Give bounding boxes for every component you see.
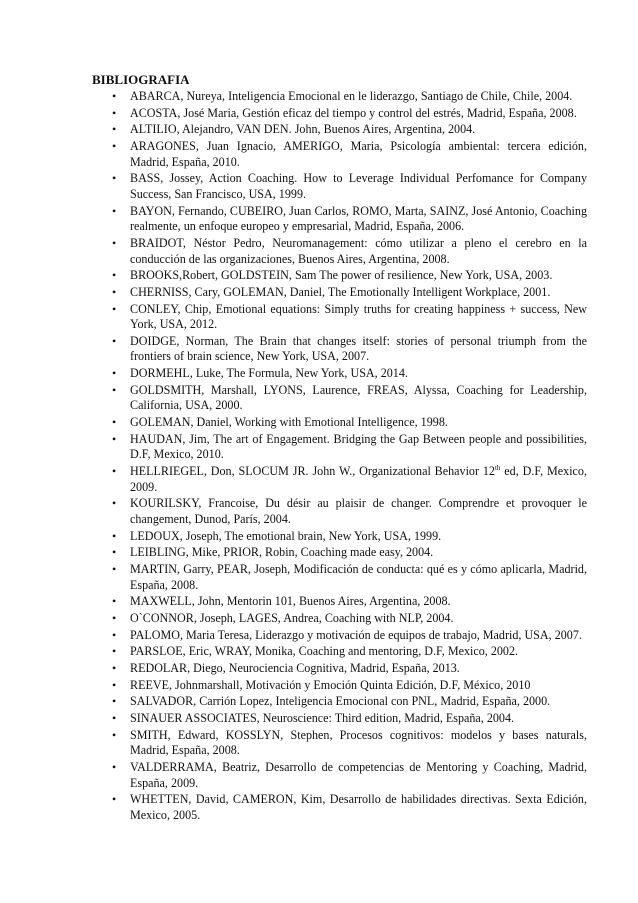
entry-text: CONLEY, Chip, Emotional equations: Simply truths for creating happiness + success, New York, USA, 2012. (130, 301, 587, 332)
bullet-icon: • (112, 333, 117, 348)
bibliography-entry (92, 694, 587, 710)
bibliography-entry (92, 644, 587, 660)
bibliography-entry (92, 139, 587, 170)
entry-text: O`CONNOR, Joseph, LAGES, Andrea, Coaching with NLP, 2004. (130, 610, 454, 625)
bibliography-entry (92, 760, 587, 791)
bullet-icon: • (112, 594, 117, 609)
bibliography-entry (92, 529, 587, 545)
entry-text: BASS, Jossey, Action Coaching. How to Leverage Individual Perfomance for Company Success, San Francisco, USA, 1999. (130, 171, 587, 201)
entry-text: DOIDGE, Norman, The Brain that changes itself: stories of personal triumph from the frontiers of brain science, New York, USA, 2007. (130, 333, 587, 364)
bullet-icon: • (112, 284, 117, 299)
bibliography-entry (92, 594, 587, 610)
bibliography-entry (92, 302, 587, 333)
entry-text: MAXWELL, John, Mentorin 101, Buenos Aires, Argentina, 2008. (130, 594, 451, 609)
bullet-icon: • (112, 431, 117, 446)
bullet-icon: • (112, 105, 117, 120)
entry-text: VALDERRAMA, Beatriz, Desarrollo de competencias de Mentoring y Coaching, Madrid, España, 2009. (130, 760, 587, 790)
entry-text: PALOMO, Maria Teresa, Liderazgo y motivación de equipos de trabajo, Madrid, USA, 2007. (130, 627, 582, 642)
entry-text: ABARCA, Nureya, Inteligencia Emocional en le liderazgo, Santiago de Chile, Chile, 2004. (130, 89, 573, 103)
bibliography-entry (92, 678, 587, 694)
bibliography-entry (92, 545, 587, 561)
entry-text: SALVADOR, Carrión Lopez, Inteligencia Emocional con PNL, Madrid, España, 2000. (130, 694, 551, 709)
entry-text: ed, D.F, Mexico, 2009. (130, 464, 587, 494)
bibliography-entry (92, 611, 587, 627)
bullet-icon: • (112, 792, 117, 807)
bullet-icon: • (112, 711, 117, 726)
bibliography-heading: BIBLIOGRAFIA (92, 72, 190, 87)
bullet-icon: • (112, 139, 117, 154)
bibliography-entry (92, 711, 587, 727)
bullet-icon: • (112, 235, 117, 250)
bullet-icon: • (112, 661, 117, 676)
bibliography-entry (92, 661, 587, 677)
bibliography-entry (92, 204, 587, 235)
bullet-icon: • (112, 415, 117, 430)
entry-text: WHETTEN, David, CAMERON, Kim, Desarrollo de habilidades directivas. Sexta Edición, Mexico, 2005. (130, 792, 587, 822)
entry-text: SMITH, Edward, KOSSLYN, Stephen, Procesos cognitivos: modelos y bases naturals, Madrid, España, 2008. (130, 727, 587, 758)
bibliography-entry (92, 89, 587, 105)
bibliography-entry (92, 792, 587, 823)
bullet-icon: • (112, 562, 117, 576)
bullet-icon: • (112, 122, 117, 137)
entry-text: ARAGONES, Juan Ignacio, AMERIGO, Maria, Psicología ambiental: tercera edición, Madrid, España, 2010. (130, 139, 587, 169)
entry-text: BROOKS,Robert, GOLDSTEIN, Sam The power of resilience, New York, USA, 2003. (130, 268, 553, 283)
entry-text: BRAIDOT, Néstor Pedro, Neuromanagement: cómo utilizar a pleno el cerebro en la conducción de las organizaciones, Buenos Aires, Argentina, 2008. (130, 235, 587, 266)
bibliography-entry (92, 628, 587, 644)
bibliography-entry (92, 171, 587, 202)
document-page (92, 72, 587, 825)
bibliography-entry (92, 496, 587, 527)
bullet-icon: • (112, 644, 117, 659)
bullet-icon: • (112, 496, 117, 511)
bibliography-entry (92, 334, 587, 365)
bullet-icon: • (112, 760, 117, 775)
bullet-icon: • (112, 89, 117, 103)
bullet-icon: • (112, 171, 117, 186)
bullet-icon: • (112, 545, 117, 560)
bibliography-entry (92, 415, 587, 431)
entry-superscript: th (494, 464, 501, 473)
entry-text: SINAUER ASSOCIATES, Neuroscience: Third edition, Madrid, España, 2004. (130, 711, 515, 726)
entry-text: BAYON, Fernando, CUBEIRO, Juan Carlos, ROMO, Marta, SAINZ, José Antonio, Coaching realmente, un enfoque europeo y empresarial, Madrid, España, 2006. (130, 203, 587, 234)
entry-text: ALTILIO, Alejandro, VAN DEN. John, Buenos Aires, Argentina, 2004. (130, 122, 476, 137)
bullet-icon: • (112, 727, 117, 742)
entry-text: PARSLOE, Eric, WRAY, Monika, Coaching and mentoring, D.F, Mexico, 2002. (130, 644, 519, 659)
bullet-icon: • (112, 366, 117, 381)
bullet-icon: • (112, 268, 117, 283)
bibliography-entry (92, 464, 587, 495)
bullet-icon: • (112, 464, 117, 479)
entry-text: HELLRIEGEL, Don, SLOCUM JR. John W., Organizational Behavior 12 (130, 464, 495, 479)
entry-text: CHERNISS, Cary, GOLEMAN, Daniel, The Emotionally Intelligent Workplace, 2001. (130, 284, 551, 299)
entry-text: KOURILSKY, Francoise, Du désir au plaisir de changer. Comprendre et provoquer le changement, Dunod, París, 2004. (130, 496, 587, 526)
bullet-icon: • (112, 694, 117, 709)
entry-text: ACOSTA, José Maria, Gestión eficaz del tiempo y control del estrés, Madrid, España, 2008. (130, 105, 577, 120)
bullet-icon: • (112, 677, 117, 692)
bibliography-entry (92, 366, 587, 382)
bullet-icon: • (112, 203, 117, 218)
entry-text: MARTIN, Garry, PEAR, Joseph, Modificación de conducta: qué es y cómo aplicarla, Madrid, España, 2008. (130, 562, 587, 592)
entry-text: DORMEHL, Luke, The Formula, New York, USA, 2014. (130, 366, 408, 381)
bibliography-entry (92, 268, 587, 284)
bibliography-entry (92, 562, 587, 593)
entry-text: REEVE, Johnmarshall, Motivación y Emoción Quinta Edición, D.F, México, 2010 (130, 677, 531, 692)
bibliography-entry (92, 106, 587, 122)
bibliography-entry (92, 432, 587, 463)
bibliography-entry (92, 236, 587, 267)
bibliography-entry (92, 728, 587, 759)
entry-text: LEDOUX, Joseph, The emotional brain, New York, USA, 1999. (130, 528, 442, 543)
bullet-icon: • (112, 627, 117, 642)
entry-text: GOLEMAN, Daniel, Working with Emotional Intelligence, 1998. (130, 415, 448, 430)
entry-text: REDOLAR, Diego, Neurociencia Cognitiva, Madrid, España, 2013. (130, 661, 460, 676)
bibliography-entry (92, 383, 587, 414)
bullet-icon: • (112, 528, 117, 543)
entry-text: LEIBLING, Mike, PRIOR, Robin, Coaching made easy, 2004. (130, 545, 434, 560)
bullet-icon: • (112, 382, 117, 397)
entry-text: GOLDSMITH, Marshall, LYONS, Laurence, FREAS, Alyssa, Coaching for Leadership, California, USA, 2000. (130, 382, 587, 413)
bullet-icon: • (112, 610, 117, 625)
bibliography-entry (92, 122, 587, 138)
bibliography-list (92, 89, 587, 824)
bibliography-entry (92, 285, 587, 301)
entry-text: HAUDAN, Jim, The art of Engagement. Bridging the Gap Between people and possibilities, D.F, Mexico, 2010. (130, 431, 587, 462)
bullet-icon: • (112, 301, 117, 316)
